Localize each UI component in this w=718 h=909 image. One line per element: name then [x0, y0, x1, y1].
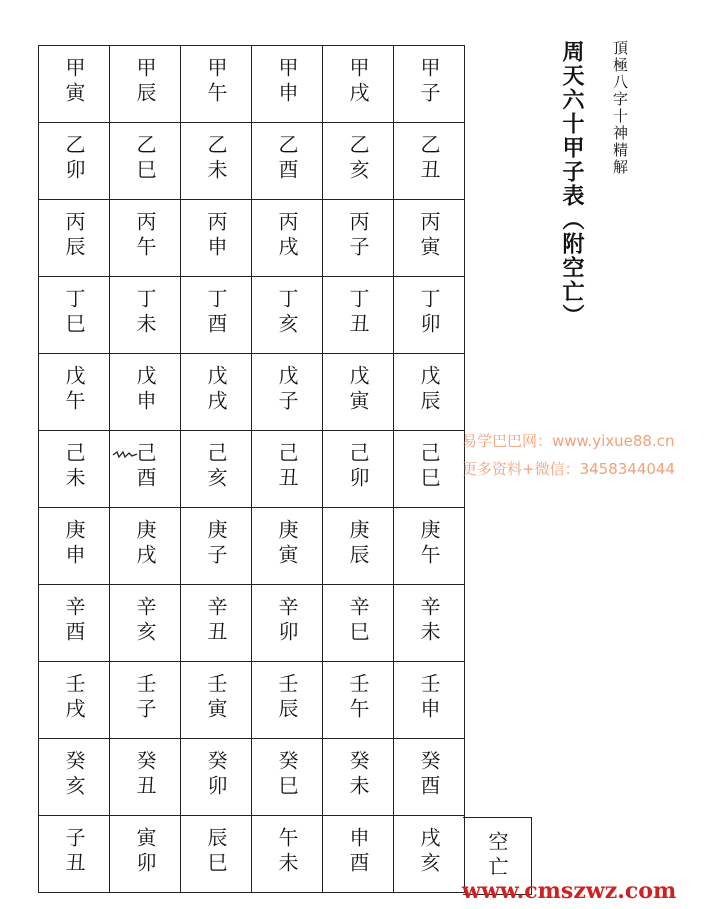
- ganzhi-text: 午未: [275, 827, 299, 877]
- table-cell: [323, 662, 394, 739]
- ganzhi-text: 戊子: [275, 365, 299, 415]
- table-row: [39, 200, 465, 277]
- pen-scribble-mark: [112, 448, 138, 462]
- ganzhi-text: 丙寅: [417, 211, 441, 261]
- ganzhi-text: 辰巳: [204, 827, 228, 877]
- table-row: [39, 277, 465, 354]
- ganzhi-text: 丙午: [133, 211, 157, 261]
- table-cell: [323, 123, 394, 200]
- table-cell: [181, 585, 252, 662]
- table-cell: [252, 431, 323, 508]
- table-cell: [252, 585, 323, 662]
- table-cell: [181, 123, 252, 200]
- table-cell: [394, 585, 465, 662]
- ganzhi-text: 乙酉: [275, 134, 299, 184]
- table-cell: [110, 354, 181, 431]
- table-cell: [110, 431, 181, 508]
- table-cell: [394, 662, 465, 739]
- table-cell: [181, 354, 252, 431]
- ganzhi-text: 癸亥: [62, 750, 86, 800]
- table-cell: [39, 431, 110, 508]
- ganzhi-text: 壬申: [417, 673, 441, 723]
- ganzhi-text: 甲子: [417, 57, 441, 107]
- ganzhi-text: 子丑: [62, 827, 86, 877]
- table-row: [39, 508, 465, 585]
- table-cell: [181, 739, 252, 816]
- table-cell: [323, 46, 394, 123]
- ganzhi-text: 辛巳: [346, 596, 370, 646]
- watermark-contact: 更多资料+微信：3458344044: [462, 460, 676, 478]
- ganzhi-text: 丙子: [346, 211, 370, 261]
- ganzhi-text: 己丑: [275, 442, 299, 492]
- table-cell: [181, 277, 252, 354]
- table-row: [39, 585, 465, 662]
- table-cell: [252, 354, 323, 431]
- ganzhi-text: 辛酉: [62, 596, 86, 646]
- table-cell: [252, 123, 323, 200]
- ganzhi-text: 癸丑: [133, 750, 157, 800]
- ganzhi-text: 己未: [62, 442, 86, 492]
- ganzhi-text: 辛丑: [204, 596, 228, 646]
- table-cell: [394, 739, 465, 816]
- table-cell: [181, 816, 252, 893]
- kongwang-row: [39, 816, 465, 893]
- ganzhi-text: 寅卯: [133, 827, 157, 877]
- ganzhi-text: 甲戌: [346, 57, 370, 107]
- ganzhi-text: 乙巳: [133, 134, 157, 184]
- table-cell: [323, 277, 394, 354]
- table-cell: [394, 508, 465, 585]
- ganzhi-text: 甲午: [204, 57, 228, 107]
- table-cell: [39, 277, 110, 354]
- ganzhi-text: 丙申: [204, 211, 228, 261]
- table-cell: [181, 431, 252, 508]
- table-cell: [39, 508, 110, 585]
- ganzhi-text: 己巳: [417, 442, 441, 492]
- ganzhi-text: 癸未: [346, 750, 370, 800]
- table-cell: [323, 200, 394, 277]
- table-cell: [110, 200, 181, 277]
- table-cell: [252, 816, 323, 893]
- ganzhi-text: 壬午: [346, 673, 370, 723]
- ganzhi-text: 戊戌: [204, 365, 228, 415]
- sixty-jiazi-table: [38, 45, 465, 893]
- table-cell: [39, 585, 110, 662]
- table-cell: [394, 123, 465, 200]
- ganzhi-text: 戊辰: [417, 365, 441, 415]
- table-cell: [39, 662, 110, 739]
- ganzhi-text: 申酉: [346, 827, 370, 877]
- ganzhi-text: 戊寅: [346, 365, 370, 415]
- ganzhi-text: 庚辰: [346, 519, 370, 569]
- table-title: 周天六十甲子表（附空亡）: [559, 40, 584, 328]
- ganzhi-text: 己亥: [204, 442, 228, 492]
- ganzhi-text: 壬戌: [62, 673, 86, 723]
- table-cell: [394, 431, 465, 508]
- table-cell: [252, 200, 323, 277]
- table-cell: [394, 46, 465, 123]
- table-cell: [323, 354, 394, 431]
- table-cell: [252, 46, 323, 123]
- ganzhi-text: 辛卯: [275, 596, 299, 646]
- ganzhi-text: 辛亥: [133, 596, 157, 646]
- ganzhi-text: 庚申: [62, 519, 86, 569]
- table-cell: [252, 662, 323, 739]
- ganzhi-text: 戊申: [133, 365, 157, 415]
- ganzhi-text: 乙丑: [417, 134, 441, 184]
- kongwang-label: 空亡: [485, 831, 509, 881]
- ganzhi-text: 辛未: [417, 596, 441, 646]
- table-cell: [39, 354, 110, 431]
- table-cell: [323, 508, 394, 585]
- table-row: [39, 46, 465, 123]
- table-cell: [39, 816, 110, 893]
- table-cell: [394, 816, 465, 893]
- table-cell: [39, 200, 110, 277]
- ganzhi-text: 丁未: [133, 288, 157, 338]
- table-cell: [394, 354, 465, 431]
- ganzhi-text: 庚寅: [275, 519, 299, 569]
- ganzhi-text: 甲寅: [62, 57, 86, 107]
- table-cell: [323, 816, 394, 893]
- table-cell: [110, 46, 181, 123]
- table-cell: [394, 200, 465, 277]
- table-cell: [39, 46, 110, 123]
- book-title: 頂極八字十神精解: [611, 40, 629, 176]
- ganzhi-text: 庚戌: [133, 519, 157, 569]
- table-cell: [323, 585, 394, 662]
- table-cell: [181, 200, 252, 277]
- table-cell: [181, 46, 252, 123]
- ganzhi-text: 丁亥: [275, 288, 299, 338]
- ganzhi-text: 甲辰: [133, 57, 157, 107]
- table-row: [39, 739, 465, 816]
- table-cell: [394, 277, 465, 354]
- ganzhi-text: 壬辰: [275, 673, 299, 723]
- ganzhi-text: 甲申: [275, 57, 299, 107]
- table-row: [39, 431, 465, 508]
- ganzhi-text: 癸卯: [204, 750, 228, 800]
- table-cell: [39, 123, 110, 200]
- table-body: [39, 46, 465, 893]
- table-cell: [39, 739, 110, 816]
- ganzhi-text: 丙辰: [62, 211, 86, 261]
- ganzhi-text: 丁卯: [417, 288, 441, 338]
- ganzhi-text: 己卯: [346, 442, 370, 492]
- ganzhi-text: 丁巳: [62, 288, 86, 338]
- watermark-site: 易学巴巴网：www.yixue88.cn: [462, 432, 675, 450]
- footer-watermark-url: www.cmszwz.com: [462, 878, 677, 904]
- ganzhi-text: 壬子: [133, 673, 157, 723]
- ganzhi-text: 乙未: [204, 134, 228, 184]
- ganzhi-text: 癸巳: [275, 750, 299, 800]
- table-cell: [323, 431, 394, 508]
- table-cell: [110, 123, 181, 200]
- table-cell: [110, 739, 181, 816]
- ganzhi-text: 壬寅: [204, 673, 228, 723]
- table-cell: [110, 816, 181, 893]
- ganzhi-text: 庚午: [417, 519, 441, 569]
- ganzhi-text: 丁丑: [346, 288, 370, 338]
- table-row: [39, 662, 465, 739]
- table-cell: [110, 585, 181, 662]
- ganzhi-text: 庚子: [204, 519, 228, 569]
- table-cell: [181, 662, 252, 739]
- ganzhi-text: 癸酉: [417, 750, 441, 800]
- ganzhi-text: 己酉: [133, 442, 157, 492]
- table-cell: [110, 508, 181, 585]
- ganzhi-text: 戌亥: [417, 827, 441, 877]
- table-cell: [252, 739, 323, 816]
- table-cell: [252, 277, 323, 354]
- ganzhi-text: 乙卯: [62, 134, 86, 184]
- ganzhi-text: 戊午: [62, 365, 86, 415]
- ganzhi-text: 丁酉: [204, 288, 228, 338]
- table-row: [39, 123, 465, 200]
- table-cell: [110, 277, 181, 354]
- table-cell: [323, 739, 394, 816]
- table-cell: [252, 508, 323, 585]
- ganzhi-text: 乙亥: [346, 134, 370, 184]
- table-cell: [181, 508, 252, 585]
- table-row: [39, 354, 465, 431]
- table-cell: [110, 662, 181, 739]
- ganzhi-text: 丙戌: [275, 211, 299, 261]
